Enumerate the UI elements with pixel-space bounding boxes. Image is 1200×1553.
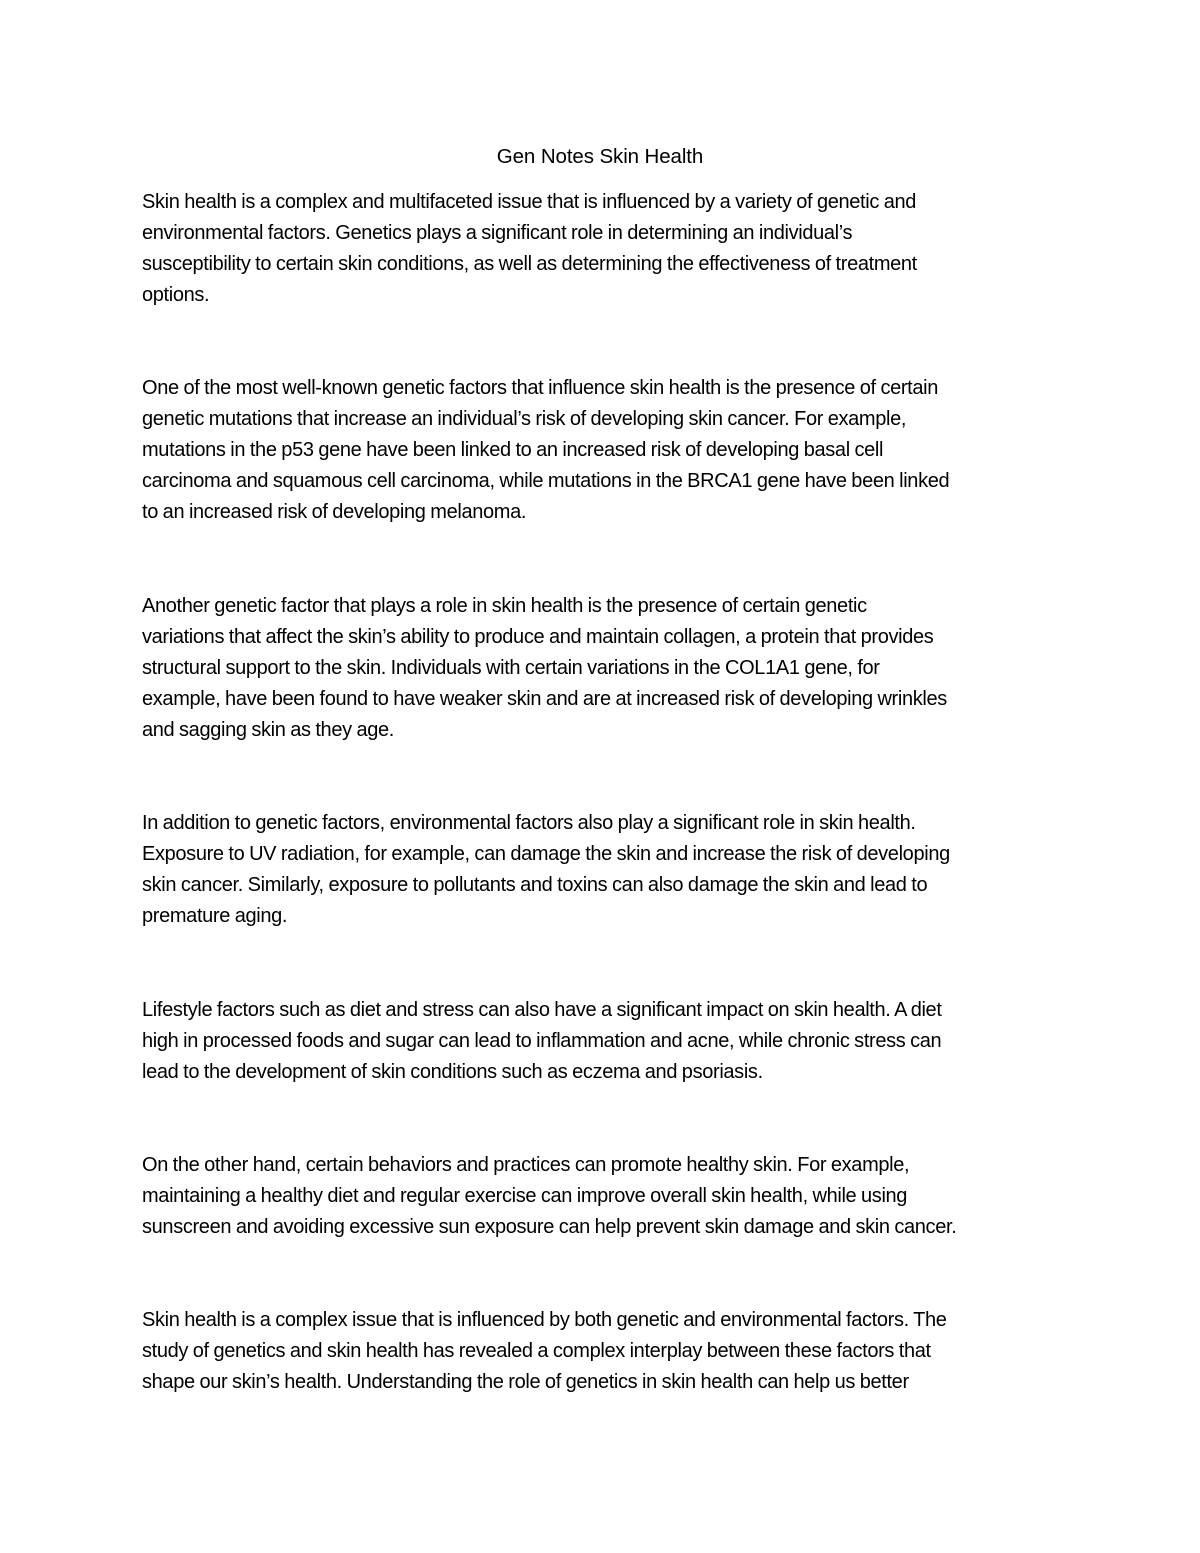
paragraph-text — [142, 1150, 1072, 1243]
text-line: high in processed foods and sugar can lead to inflammation and acne, while chronic stress can — [142, 1030, 942, 1052]
text-line: Lifestyle factors such as diet and stress can also have a significant impact on skin health. A diet — [142, 999, 942, 1021]
text-line: Skin health is a complex and multifaceted issue that is influenced by a variety of genetic and — [142, 191, 917, 213]
text-line: maintaining a healthy diet and regular exercise can improve overall skin health, while using — [142, 1185, 908, 1207]
text-line: example, have been found to have weaker skin and are at increased risk of developing wrinkles — [142, 688, 947, 710]
paragraph-text — [142, 808, 1072, 932]
text-line: environmental factors. Genetics plays a significant role in determining an individual’s — [142, 222, 853, 244]
text-line: shape our skin’s health. Understanding the role of genetics in skin health can help us better — [142, 1371, 909, 1393]
paragraph-text — [142, 373, 1072, 528]
paragraph-text — [142, 591, 1072, 746]
text-line: to an increased risk of developing melanoma. — [142, 501, 527, 523]
text-line: susceptibility to certain skin conditions, as well as determining the effectiveness of treatment — [142, 253, 917, 275]
paragraph-3 — [142, 591, 1072, 746]
text-line: structural support to the skin. Individuals with certain variations in the COL1A1 gene, for — [142, 657, 880, 679]
text-line: On the other hand, certain behaviors and practices can promote healthy skin. For example, — [142, 1154, 910, 1176]
paragraph-text — [142, 187, 1072, 311]
text-line: sunscreen and avoiding excessive sun exposure can help prevent skin damage and skin cancer. — [142, 1216, 957, 1238]
text-line: Skin health is a complex issue that is influenced by both genetic and environmental factors. The — [142, 1309, 947, 1331]
paragraph-5 — [142, 995, 1072, 1088]
text-line: variations that affect the skin’s ability to produce and maintain collagen, a protein that provides — [142, 626, 934, 648]
text-line: lead to the development of skin conditions such as eczema and psoriasis. — [142, 1061, 763, 1083]
text-line: study of genetics and skin health has revealed a complex interplay between these factors that — [142, 1340, 931, 1362]
text-line: Another genetic factor that plays a role in skin health is the presence of certain genetic — [142, 595, 867, 617]
text-line: genetic mutations that increase an individual’s risk of developing skin cancer. For example, — [142, 408, 907, 430]
paragraph-text — [142, 1305, 1072, 1398]
text-line: Exposure to UV radiation, for example, can damage the skin and increase the risk of developing — [142, 843, 950, 865]
text-line: options. — [142, 284, 210, 306]
text-line: premature aging. — [142, 905, 288, 927]
text-line: skin cancer. Similarly, exposure to pollutants and toxins can also damage the skin and lead to — [142, 874, 928, 896]
page-title: Gen Notes Skin Health — [496, 145, 704, 168]
text-line: mutations in the p53 gene have been linked to an increased risk of developing basal cell — [142, 439, 884, 461]
paragraph-6 — [142, 1150, 1072, 1243]
paragraph-text — [142, 995, 1072, 1088]
text-line: carcinoma and squamous cell carcinoma, while mutations in the BRCA1 gene have been linked — [142, 470, 950, 492]
paragraph-4 — [142, 808, 1072, 932]
paragraph-7 — [142, 1305, 1072, 1398]
paragraph-1 — [142, 187, 1072, 311]
text-line: In addition to genetic factors, environmental factors also play a significant role in skin health. — [142, 812, 916, 834]
text-line: One of the most well-known genetic factors that influence skin health is the presence of certain — [142, 377, 939, 399]
text-line: and sagging skin as they age. — [142, 719, 394, 741]
paragraph-2 — [142, 373, 1072, 528]
